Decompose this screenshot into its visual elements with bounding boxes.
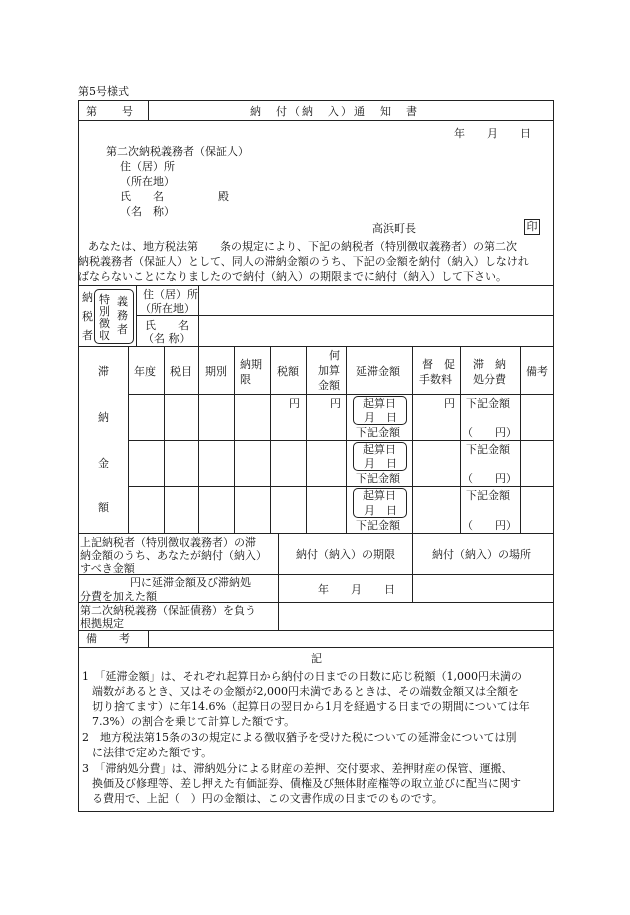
disposal-paren-yen: （ 円） [462,426,517,439]
form-number: 第5号様式 [78,85,129,98]
issuer-name: 高浜町長 [372,222,416,235]
header-year: 年度 [134,365,156,378]
header-delinquent-interest: 延滞金額 [356,365,400,378]
header-tax-item: 税目 [170,365,192,378]
taxpayer-title-label: （名 称） [143,332,191,345]
disposal-paren-yen: （ 円） [462,472,517,485]
honorific: 殿 [218,190,229,203]
notes-title: 記 [311,652,322,665]
disposal-paren-yen: （ 円） [462,519,517,532]
start-date-label: 起算日 [363,397,396,410]
payment-deadline-header: 納付（納入）の期限 [296,548,395,561]
header-notes: 備考 [526,365,548,378]
recipient-title-label: （名 称） [120,205,175,218]
below-amount-label: 下記金額 [356,426,400,439]
taxpayer-office-label: （所在地） [140,302,195,315]
reminder-fee-yen-unit: 円 [444,397,455,410]
intro-text-line-2: 納税義務者（保証人）として、同人の滞納金額のうち、下記の金額を納付（納入）しなけれ [78,255,529,268]
payment-place-header: 納付（納入）の場所 [432,548,531,561]
disposal-below-amount-label: 下記金額 [466,489,510,502]
official-seal: 印 [524,219,540,235]
disposal-below-amount-label: 下記金額 [466,443,510,456]
remarks-label: 備 考 [86,632,130,645]
month-day-label: 月 日 [364,457,397,470]
notice-number-label: 第 号 [86,105,134,118]
recipient-office-label: （所在地） [120,175,175,188]
header-tax-amount: 税額 [277,365,299,378]
below-amount-label: 下記金額 [356,519,400,532]
month-day-label: 月 日 [364,504,397,517]
disposal-below-amount-label: 下記金額 [466,397,510,410]
intro-text-line-3: ばならないことになりましたので納付（納入）の期限までに納付（納入）して下さい。 [78,270,507,283]
issue-date: 年 月 日 [454,127,531,140]
below-amount-label: 下記金額 [356,472,400,485]
recipient-heading: 第二次納税義務者（保証人） [106,145,249,158]
month-day-label: 月 日 [364,411,397,424]
payment-deadline-date: 年 月 日 [318,583,395,596]
taxpayer-address-label: 住（居）所 [143,288,198,301]
form-title: 納 付（納 入）通 知 書 [250,105,419,118]
additional-amount-yen-unit: 円 [330,397,341,410]
taxpayer-name-label: 氏 名 [145,319,189,332]
intro-text-line-1: あなたは、地方税法第 条の規定により、下記の納税者（特別徴収義務者）の第二次 [88,240,517,253]
tax-amount-yen-unit: 円 [289,397,300,410]
header-period: 期別 [205,365,227,378]
start-date-label: 起算日 [363,489,396,502]
recipient-address-label: 住（居）所 [120,160,175,173]
start-date-label: 起算日 [363,443,396,456]
recipient-name-label: 氏 名 [120,190,164,203]
